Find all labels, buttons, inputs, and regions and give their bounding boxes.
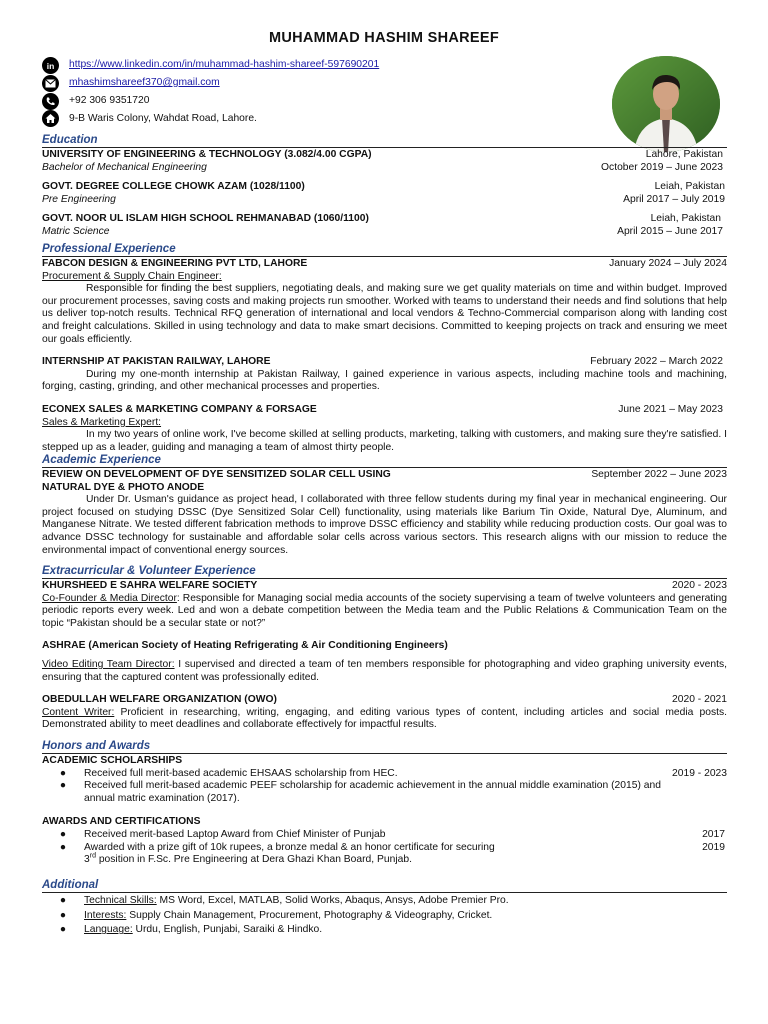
list-item xyxy=(42,780,727,805)
extracurricular-title: Extracurricular & Volunteer Experience xyxy=(42,565,727,579)
item-text: Supply Chain Management, Procurement, Photography & Videography, Cricket. xyxy=(126,909,493,921)
dates: January 2024 – July 2024 xyxy=(609,258,727,269)
list-item xyxy=(42,924,727,937)
list-item xyxy=(42,910,727,923)
role-title: Co-Founder & Media Director xyxy=(42,592,177,604)
list-item xyxy=(42,768,727,781)
awards-heading: AWARDS AND CERTIFICATIONS xyxy=(42,816,201,828)
item-label: Language: xyxy=(84,924,133,936)
company-name: ECONEX SALES & MARKETING COMPANY & FORSAGE xyxy=(42,403,317,415)
education-entry xyxy=(42,149,727,174)
bullet-icon: ● xyxy=(59,895,67,906)
additional-title: Additional xyxy=(42,879,727,893)
award-year: 2017 xyxy=(702,828,725,840)
linkedin-link[interactable]: https://www.linkedin.com/in/muhammad-hashim-shareef-597690201 xyxy=(69,59,380,71)
bullet-icon: ● xyxy=(59,828,67,840)
award-year: 2019 xyxy=(702,841,725,853)
linkedin-icon xyxy=(42,57,59,74)
project-title-line2: NATURAL DYE & PHOTO ANODE xyxy=(42,481,205,493)
experience-entry xyxy=(42,404,727,454)
company-name: INTERNSHIP AT PAKISTAN RAILWAY, LAHORE xyxy=(42,356,271,368)
item-label: Interests: xyxy=(84,909,127,921)
ordinal-suffix: rd xyxy=(89,852,96,860)
honors-title: Honors and Awards xyxy=(42,740,727,754)
dates: June 2021 – May 2023 xyxy=(618,403,723,415)
degree: Bachelor of Mechanical Engineering xyxy=(42,161,207,173)
dates: 2020 - 2023 xyxy=(672,580,727,591)
extracurricular-section xyxy=(42,565,727,732)
school-location: Leiah, Pakistan xyxy=(654,181,725,193)
award-text-part: position in F.Sc. Pre Engineering at Dera Ghazi Khan Board, Punjab. xyxy=(95,854,412,866)
role-description: Proficient in researching, writing, engaging, and editing various types of content, including articles and social media posts. Demonstrated ability to meet deadlines and collaborate effectively for impactful results. xyxy=(42,706,727,731)
scholarship-text: Received full merit-based academic EHSAAS scholarship from HEC. xyxy=(84,767,398,779)
role-description: In my two years of online work, I've become skilled at selling products, marketing, talking with customers, and making sure they're satisfied. I stepped up as a leader, guiding and managing a team of almost thirty people. xyxy=(42,429,727,453)
experience-title: Professional Experience xyxy=(42,243,727,257)
project-description: Under Dr. Usman's guidance as project head, I collaborated with three fellow students during my final year in mechanical engineering. Our project focused on studying DSSC (Dye Sensitized Solar Cell) functionality, using materials like Barium Tin Oxide, Natural Dye, Aluminum, and Manganese Nitrate. We tested different fabrication methods to improve DSSC efficiency and stability while reducing production costs. Our goal was to advance DSSC technology for sustainable and affordable solar cells across various sectors. This research aligns with our mission to reduce the environmental impact of conventional energy sources. xyxy=(42,494,727,556)
item-text: MS Word, Excel, MATLAB, Solid Works, Abaqus, Ansys, Adobe Premier Pro. xyxy=(156,895,509,906)
svg-text:in: in xyxy=(46,61,55,71)
role-title: Content Writer: xyxy=(42,706,115,718)
organization-name: KHURSHEED E SAHRA WELFARE SOCIETY xyxy=(42,580,258,591)
scholarship-text: Received full merit-based academic PEEF scholarship for academic achievement in the annual middle examination (2015) and annual matric examination (2017). xyxy=(84,780,661,804)
scholarships-heading: ACADEMIC SCHOLARSHIPS xyxy=(42,755,183,766)
contact-block xyxy=(42,56,562,127)
bullet-icon: ● xyxy=(59,767,67,779)
list-item xyxy=(42,842,727,867)
dates: February 2022 – March 2022 xyxy=(590,356,723,368)
academic-section xyxy=(42,454,727,557)
dates: April 2017 – July 2019 xyxy=(623,193,725,205)
dates: September 2022 – June 2023 xyxy=(591,469,727,480)
role-description: Responsible for finding the best suppliers, negotiating deals, and making sure we get quality materials on time and within budget. Improved our procurement processes, saving costs and making projects run smoother. Worked with teams to understand their needs and find solutions that help us deliver top-notch results. Technical RFQ generation of international and local vendors & Techno-Commercial comparison along with landing cost and freight calculations. Skilled in using technology and data to make smart decisions. Committed to keeping projects on track and ensuring we meet our goals efficiently. xyxy=(42,283,727,345)
email-link[interactable]: mhashimshareef370@gmail.com xyxy=(69,77,220,89)
role-description: During my one-month internship at Pakistan Railway, I gained experience in various aspects, including machine tools and machining, forging, casting, grinding, and other mechanical processes and properties. xyxy=(42,368,727,393)
phone-number: +92 306 9351720 xyxy=(69,94,150,106)
linkedin-row xyxy=(42,56,562,75)
role-description: : Responsible for Managing social media accounts of the society supervising a team of twelve volunteers and generating periodic reports every week. Led and won a debate competition between the Media team and the Public Relations & Communication Team on the topic “Pakistan should be a secular state or not?” xyxy=(42,592,728,629)
school-name: GOVT. NOOR UL ISLAM HIGH SCHOOL REHMANABAD (1060/1100) xyxy=(42,213,369,225)
activity-entry xyxy=(42,580,727,630)
award-text xyxy=(84,842,590,867)
experience-entry xyxy=(42,258,727,346)
email-icon xyxy=(42,75,59,92)
dates: 2020 - 2021 xyxy=(672,694,727,706)
experience-entry xyxy=(42,356,727,394)
experience-section xyxy=(42,243,727,454)
phone-icon xyxy=(42,93,59,110)
phone-row xyxy=(42,92,562,111)
dates: October 2019 – June 2023 xyxy=(601,161,723,173)
award-ordinal: 3 xyxy=(84,854,90,866)
education-title: Education xyxy=(42,134,727,148)
address-row xyxy=(42,109,562,128)
organization-name: OBEDULLAH WELFARE ORGANIZATION (OWO) xyxy=(42,694,277,706)
home-icon xyxy=(42,110,59,127)
school-name: UNIVERSITY OF ENGINEERING & TECHNOLOGY (3.082/4.00 CGPA) xyxy=(42,149,372,160)
school-name: GOVT. DEGREE COLLEGE CHOWK AZAM (1028/1100) xyxy=(42,181,305,193)
school-location: Leiah, Pakistan xyxy=(650,213,721,225)
dates: April 2015 – June 2017 xyxy=(617,225,723,237)
bullet-icon: ● xyxy=(59,780,67,792)
role-description: I supervised and directed a team of ten members responsible for photographing and video graphing university events, ensuring that the captured content was professionally edited. xyxy=(42,658,727,683)
list-item xyxy=(42,895,727,908)
list-item xyxy=(42,829,727,842)
bullet-icon: ● xyxy=(59,924,67,936)
organization-name: ASHRAE (American Society of Heating Refrigerating & Air Conditioning Engineers) xyxy=(42,640,448,652)
candidate-name: MUHAMMAD HASHIM SHAREEF xyxy=(268,30,500,46)
scholarship-year: 2019 - 2023 xyxy=(672,767,727,779)
degree: Matric Science xyxy=(42,225,110,237)
education-entry xyxy=(42,181,727,206)
item-label: Technical Skills: xyxy=(84,895,157,906)
bullet-icon: ● xyxy=(59,841,67,853)
education-section xyxy=(42,134,727,239)
address: 9-B Waris Colony, Wahdat Road, Lahore. xyxy=(69,112,257,124)
academic-title: Academic Experience xyxy=(42,454,727,468)
activity-entry xyxy=(42,640,727,684)
award-text-part: Awarded with a prize gift of 10k rupees, a bronze medal & an honor certificate for securing xyxy=(84,841,495,853)
additional-section xyxy=(42,879,727,937)
role-title: Procurement & Supply Chain Engineer: xyxy=(42,270,222,282)
item-text: Urdu, English, Punjabi, Saraiki & Hindko. xyxy=(132,924,323,936)
email-row xyxy=(42,74,562,93)
role-title: Sales & Marketing Expert: xyxy=(42,416,162,428)
degree: Pre Engineering xyxy=(42,193,116,205)
education-entry xyxy=(42,213,727,238)
award-text: Received merit-based Laptop Award from Chief Minister of Punjab xyxy=(84,828,386,840)
project-title: REVIEW ON DEVELOPMENT OF DYE SENSITIZED SOLAR CELL USING xyxy=(42,469,391,480)
company-name: FABCON DESIGN & ENGINEERING PVT LTD, LAHORE xyxy=(42,258,308,269)
role-title: Video Editing Team Director: xyxy=(42,658,175,670)
school-location: Lahore, Pakistan xyxy=(645,149,723,160)
honors-section xyxy=(42,740,727,867)
activity-entry xyxy=(42,694,727,732)
bullet-icon: ● xyxy=(59,909,67,921)
